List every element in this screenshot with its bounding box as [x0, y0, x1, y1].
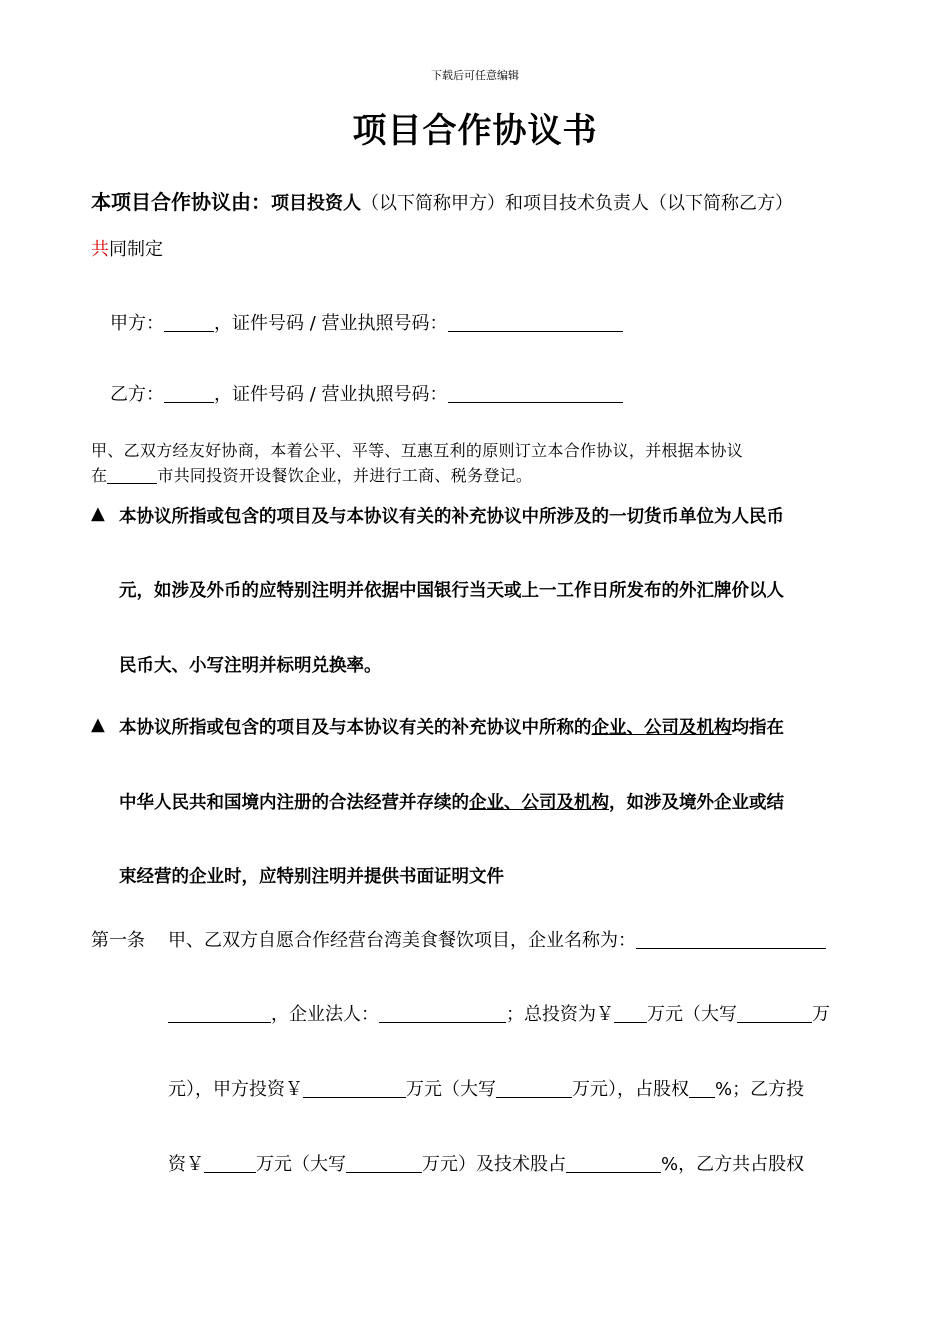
- party-b-label: 乙方：: [110, 384, 164, 405]
- article-1-l3-b: 万元（大写: [406, 1079, 496, 1100]
- party-b-investment-blank: [204, 1153, 256, 1173]
- total-investment-words-blank: [737, 1003, 812, 1023]
- article-1-l4-d: %，乙方共占股权: [661, 1154, 805, 1175]
- article-1-line-3: [168, 1075, 804, 1101]
- article-1-line-4: [168, 1150, 804, 1176]
- intro-line2-rest: 同制定: [109, 239, 163, 260]
- bullet-2-l2-underlined: 企业、公司及机构: [469, 793, 609, 813]
- bullet-1-symbol: ▲: [91, 503, 105, 524]
- intro-line-2: [91, 235, 163, 261]
- article-1-l3-d: %；乙方投: [715, 1079, 805, 1100]
- article-1-l4-c: 万元）及技术股占: [422, 1154, 566, 1175]
- article-1-number: 第一条: [91, 930, 145, 951]
- article-1-l3-a: 元），甲方投资￥: [168, 1079, 303, 1100]
- total-investment-blank: [614, 1003, 647, 1023]
- document-title: 项目合作协议书: [352, 111, 598, 151]
- bullet-2-l2-post: ，如涉及境外企业或结: [609, 793, 784, 813]
- preamble-line-2: [91, 463, 861, 488]
- party-b-id-blank: [448, 383, 623, 403]
- article-1-l2-b: ；总投资为￥: [506, 1004, 614, 1025]
- party-a-id-label: ，证件号码 / 营业执照号码：: [214, 313, 448, 334]
- intro-text: （以下简称甲方）和项目技术负责人（以下简称乙方）: [361, 193, 793, 214]
- bullet-2-line-3: 束经营的企业时，应特别注明并提供书面证明文件: [119, 867, 504, 887]
- party-a-investment-blank: [303, 1078, 406, 1098]
- bullet-2-l1-pre: 本协议所指或包含的项目及与本协议有关的补充协议中所称的: [119, 718, 592, 738]
- preamble-line-1: 甲、乙双方经友好协商，本着公平、平等、互惠互利的原则订立本合作协议，并根据本协议: [91, 441, 744, 460]
- party-a-share-blank: [689, 1078, 715, 1098]
- legal-person-blank: [379, 1003, 506, 1023]
- party-a-name-blank: [164, 312, 214, 332]
- intro-red-char: 共: [91, 239, 109, 260]
- bullet-1-line-2: 元，如涉及外币的应特别注明并依据中国银行当天或上一工作日所发布的外汇牌价以人: [119, 581, 784, 601]
- company-name-blank: [636, 929, 826, 949]
- bullet-2-line-2: [119, 789, 784, 814]
- intro-lead: 本项目合作协议由：: [91, 190, 271, 214]
- party-b-name-blank: [164, 383, 214, 403]
- intro-paragraph: [91, 186, 871, 215]
- article-1-l2-a: ，企业法人：: [271, 1004, 379, 1025]
- header-note: 下载后可任意编辑: [431, 69, 519, 82]
- article-1-l1-text: 甲、乙双方自愿合作经营台湾美食餐饮项目，企业名称为：: [168, 930, 636, 951]
- article-1-l2-d: 万: [812, 1004, 830, 1025]
- bullet-1-line-3: 民币大、小写注明并标明兑换率。: [119, 656, 382, 676]
- party-a-id-blank: [448, 312, 623, 332]
- article-1-l3-c: 万元），占股权: [572, 1079, 689, 1100]
- preamble-paragraph: [91, 438, 861, 488]
- article-1-l2-c: 万元（大写: [647, 1004, 737, 1025]
- article-1-l4-a: 资￥: [168, 1154, 204, 1175]
- company-name-blank-2: [168, 1003, 271, 1023]
- party-b-line: [110, 380, 623, 406]
- city-blank: [107, 466, 157, 484]
- preamble-line2-pre: 在: [91, 466, 108, 485]
- party-a-line: [110, 309, 623, 335]
- bullet-2-symbol: ▲: [91, 714, 105, 735]
- party-b-id-label: ，证件号码 / 营业执照号码：: [214, 384, 448, 405]
- bullet-1-line-1: 本协议所指或包含的项目及与本协议有关的补充协议中所涉及的一切货币单位为人民币: [119, 507, 784, 527]
- bullet-2-l1-underlined: 企业、公司及机构: [591, 718, 732, 738]
- party-a-investment-words-blank: [496, 1078, 572, 1098]
- bullet-2-l1-post: 均指在: [731, 718, 784, 738]
- bullet-2-l2-pre: 中华人民共和国境内注册的合法经营并存续的: [119, 793, 469, 813]
- tech-share-blank: [566, 1153, 661, 1173]
- preamble-line2-post: 市共同投资开设餐饮企业，并进行工商、税务登记。: [157, 466, 533, 485]
- article-1-l4-b: 万元（大写: [256, 1154, 346, 1175]
- party-b-investment-words-blank: [346, 1153, 422, 1173]
- article-1-line-1: [168, 926, 826, 952]
- intro-party-a: 项目投资人: [271, 193, 361, 214]
- bullet-2-line-1: [119, 714, 784, 739]
- article-1-line-2: [168, 1000, 830, 1026]
- party-a-label: 甲方：: [110, 313, 164, 334]
